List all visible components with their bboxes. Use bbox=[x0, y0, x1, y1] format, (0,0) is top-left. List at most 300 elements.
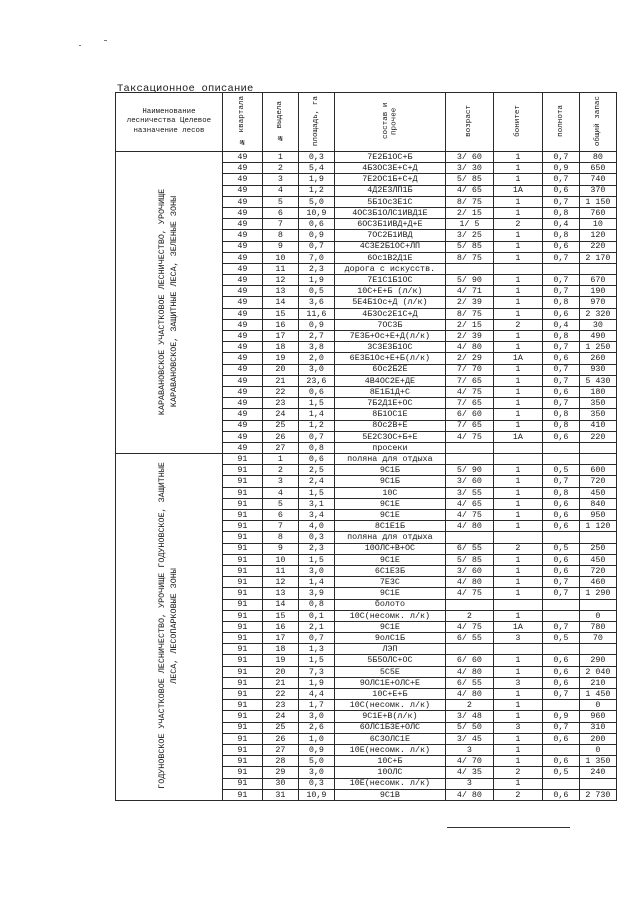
cell-section: 25 bbox=[262, 420, 298, 431]
cell-age: 4/ 75 bbox=[445, 588, 493, 599]
cell-stock: 720 bbox=[579, 476, 616, 487]
cell-bonitet: 1 bbox=[493, 744, 542, 755]
cell-density: 0,6 bbox=[542, 308, 579, 319]
cell-composition: 7ОС2Б1ИВД bbox=[334, 230, 445, 241]
cell-area: 1,0 bbox=[298, 733, 334, 744]
cell-quarter: 49 bbox=[222, 442, 262, 453]
cell-quarter: 91 bbox=[222, 644, 262, 655]
cell-density: 0,5 bbox=[542, 767, 579, 778]
cell-bonitet: 1 bbox=[493, 275, 542, 286]
cell-area: 0,9 bbox=[298, 230, 334, 241]
cell-composition: 6ОС3Б1ИВД+Д+Е bbox=[334, 219, 445, 230]
cell-bonitet: 1А bbox=[493, 431, 542, 442]
cell-composition: болото bbox=[334, 599, 445, 610]
cell-section: 27 bbox=[262, 442, 298, 453]
cell-bonitet: 1 bbox=[493, 521, 542, 532]
cell-area: 4,0 bbox=[298, 521, 334, 532]
cell-density bbox=[542, 454, 579, 465]
cell-stock: 450 bbox=[579, 487, 616, 498]
cell-section: 31 bbox=[262, 789, 298, 800]
cell-bonitet: 1 bbox=[493, 510, 542, 521]
cell-area: 23,6 bbox=[298, 375, 334, 386]
cell-age: 8/ 75 bbox=[445, 252, 493, 263]
cell-section: 24 bbox=[262, 409, 298, 420]
forestry-group-label: ГОДУНОВСКОЕ УЧАСТКОВОЕ ЛЕСНИЧЕСТВО, УРОЧИЩЕ ГОДУНОВСКОЕ, ЗАЩИТНЫЕ ЛЕСА, ЛЕСОПАРКОВЫЕ ЗОНЫ bbox=[116, 454, 223, 801]
header-bonitet: бонитет bbox=[493, 93, 542, 152]
cell-age: 3 bbox=[445, 778, 493, 789]
cell-quarter: 91 bbox=[222, 577, 262, 588]
cell-quarter: 49 bbox=[222, 342, 262, 353]
cell-area: 3,9 bbox=[298, 588, 334, 599]
cell-density: 0,6 bbox=[542, 521, 579, 532]
cell-bonitet: 1 bbox=[493, 689, 542, 700]
cell-bonitet: 1 bbox=[493, 409, 542, 420]
cell-area: 3,0 bbox=[298, 711, 334, 722]
cell-density: 0,8 bbox=[542, 487, 579, 498]
cell-section: 14 bbox=[262, 297, 298, 308]
cell-section: 30 bbox=[262, 778, 298, 789]
cell-section: 2 bbox=[262, 163, 298, 174]
cell-stock: 5 430 bbox=[579, 375, 616, 386]
cell-quarter: 49 bbox=[222, 163, 262, 174]
cell-density: 0,5 bbox=[542, 465, 579, 476]
cell-stock bbox=[579, 644, 616, 655]
cell-section: 9 bbox=[262, 241, 298, 252]
cell-section: 24 bbox=[262, 711, 298, 722]
cell-age: 3/ 60 bbox=[445, 152, 493, 163]
cell-density: 0,7 bbox=[542, 252, 579, 263]
cell-composition: 7Е3С bbox=[334, 577, 445, 588]
cell-stock: 0 bbox=[579, 610, 616, 621]
cell-quarter: 49 bbox=[222, 185, 262, 196]
cell-area: 0,7 bbox=[298, 431, 334, 442]
cell-quarter: 91 bbox=[222, 655, 262, 666]
cell-age: 2/ 15 bbox=[445, 319, 493, 330]
cell-area: 4,4 bbox=[298, 689, 334, 700]
cell-quarter: 91 bbox=[222, 588, 262, 599]
header-age: возраст bbox=[445, 93, 493, 152]
cell-section: 29 bbox=[262, 767, 298, 778]
cell-section: 1 bbox=[262, 454, 298, 465]
cell-area: 1,5 bbox=[298, 398, 334, 409]
cell-age bbox=[445, 263, 493, 274]
cell-bonitet: 1 bbox=[493, 163, 542, 174]
cell-stock: 740 bbox=[579, 174, 616, 185]
cell-area: 0,5 bbox=[298, 286, 334, 297]
cell-quarter: 49 bbox=[222, 420, 262, 431]
cell-stock: 490 bbox=[579, 331, 616, 342]
cell-section: 13 bbox=[262, 286, 298, 297]
cell-section: 6 bbox=[262, 207, 298, 218]
cell-density: 0,7 bbox=[542, 621, 579, 632]
cell-bonitet: 1 bbox=[493, 342, 542, 353]
bottom-rule bbox=[447, 827, 570, 828]
page-title: Таксационное описание bbox=[117, 83, 254, 95]
cell-area: 0,6 bbox=[298, 454, 334, 465]
cell-area: 0,6 bbox=[298, 386, 334, 397]
cell-area: 3,0 bbox=[298, 364, 334, 375]
cell-age: 6/ 55 bbox=[445, 543, 493, 554]
cell-quarter: 91 bbox=[222, 543, 262, 554]
cell-density: 0,7 bbox=[542, 286, 579, 297]
cell-area: 11,6 bbox=[298, 308, 334, 319]
cell-age: 2/ 29 bbox=[445, 353, 493, 364]
cell-stock bbox=[579, 454, 616, 465]
cell-section: 23 bbox=[262, 700, 298, 711]
cell-bonitet: 2 bbox=[493, 543, 542, 554]
cell-area: 2,5 bbox=[298, 465, 334, 476]
cell-density bbox=[542, 644, 579, 655]
cell-quarter: 91 bbox=[222, 756, 262, 767]
cell-density bbox=[542, 744, 579, 755]
cell-stock: 220 bbox=[579, 431, 616, 442]
cell-quarter: 91 bbox=[222, 700, 262, 711]
cell-quarter: 49 bbox=[222, 196, 262, 207]
cell-quarter: 91 bbox=[222, 599, 262, 610]
cell-section: 17 bbox=[262, 331, 298, 342]
cell-area: 7,3 bbox=[298, 666, 334, 677]
cell-area: 3,8 bbox=[298, 342, 334, 353]
cell-bonitet: 1 bbox=[493, 778, 542, 789]
cell-composition: 9олС1Б bbox=[334, 633, 445, 644]
cell-stock: 260 bbox=[579, 353, 616, 364]
cell-stock: 30 bbox=[579, 319, 616, 330]
cell-density bbox=[542, 700, 579, 711]
cell-bonitet: 3 bbox=[493, 677, 542, 688]
table-row bbox=[116, 152, 617, 163]
cell-quarter: 91 bbox=[222, 532, 262, 543]
cell-section: 15 bbox=[262, 308, 298, 319]
cell-bonitet: 1 bbox=[493, 565, 542, 576]
cell-bonitet bbox=[493, 644, 542, 655]
cell-section: 6 bbox=[262, 510, 298, 521]
cell-stock: 450 bbox=[579, 554, 616, 565]
cell-composition: 4В4ОС2Е+ДЕ bbox=[334, 375, 445, 386]
cell-stock: 760 bbox=[579, 207, 616, 218]
cell-area: 0,3 bbox=[298, 152, 334, 163]
cell-composition: 3С3Е3Б1ОС bbox=[334, 342, 445, 353]
cell-age: 3/ 60 bbox=[445, 565, 493, 576]
header-density: полнота bbox=[542, 93, 579, 152]
cell-quarter: 49 bbox=[222, 398, 262, 409]
cell-composition: 6ОЛС1Б3Е+ОЛС bbox=[334, 722, 445, 733]
cell-bonitet: 1 bbox=[493, 554, 542, 565]
cell-age: 4/ 80 bbox=[445, 521, 493, 532]
cell-bonitet bbox=[493, 442, 542, 453]
cell-age: 3/ 45 bbox=[445, 733, 493, 744]
cell-age: 8/ 75 bbox=[445, 196, 493, 207]
cell-section: 15 bbox=[262, 610, 298, 621]
cell-section: 28 bbox=[262, 756, 298, 767]
cell-area: 1,4 bbox=[298, 577, 334, 588]
cell-quarter: 91 bbox=[222, 621, 262, 632]
cell-area: 1,4 bbox=[298, 409, 334, 420]
cell-quarter: 49 bbox=[222, 241, 262, 252]
cell-density: 0,8 bbox=[542, 420, 579, 431]
cell-density: 0,8 bbox=[542, 331, 579, 342]
scan-speck bbox=[104, 40, 107, 41]
cell-density: 0,7 bbox=[542, 722, 579, 733]
cell-age: 4/ 71 bbox=[445, 286, 493, 297]
cell-bonitet: 3 bbox=[493, 722, 542, 733]
cell-bonitet bbox=[493, 454, 542, 465]
cell-density: 0,6 bbox=[542, 666, 579, 677]
cell-composition: 8С1Е1Б bbox=[334, 521, 445, 532]
cell-stock: 960 bbox=[579, 711, 616, 722]
cell-quarter: 49 bbox=[222, 431, 262, 442]
cell-stock: 650 bbox=[579, 163, 616, 174]
cell-area: 0,9 bbox=[298, 319, 334, 330]
cell-density bbox=[542, 263, 579, 274]
cell-quarter: 49 bbox=[222, 230, 262, 241]
cell-quarter: 49 bbox=[222, 297, 262, 308]
cell-composition: 8Б1ОС1Е bbox=[334, 409, 445, 420]
cell-composition: 9С1Е bbox=[334, 588, 445, 599]
cell-area: 1,5 bbox=[298, 487, 334, 498]
cell-section: 2 bbox=[262, 465, 298, 476]
cell-stock: 200 bbox=[579, 733, 616, 744]
cell-section: 16 bbox=[262, 319, 298, 330]
cell-section: 3 bbox=[262, 476, 298, 487]
cell-section: 1 bbox=[262, 152, 298, 163]
cell-age: 3/ 25 bbox=[445, 230, 493, 241]
cell-age: 4/ 75 bbox=[445, 386, 493, 397]
cell-composition: 5Е4Б1Ос+Д (л/к) bbox=[334, 297, 445, 308]
cell-bonitet: 2 bbox=[493, 319, 542, 330]
cell-bonitet: 1 bbox=[493, 655, 542, 666]
cell-bonitet: 1 bbox=[493, 666, 542, 677]
cell-age: 5/ 85 bbox=[445, 174, 493, 185]
cell-bonitet: 1 bbox=[493, 241, 542, 252]
cell-age: 3/ 30 bbox=[445, 163, 493, 174]
cell-quarter: 49 bbox=[222, 364, 262, 375]
cell-area: 1,9 bbox=[298, 174, 334, 185]
cell-quarter: 49 bbox=[222, 308, 262, 319]
cell-age: 5/ 90 bbox=[445, 275, 493, 286]
cell-composition: 6Е3Б1Ос+Е+Б(л/к) bbox=[334, 353, 445, 364]
cell-bonitet: 1 bbox=[493, 286, 542, 297]
header-quarter: № квартала bbox=[222, 93, 262, 152]
cell-stock: 2 170 bbox=[579, 252, 616, 263]
cell-composition: 6С1Е3Б bbox=[334, 565, 445, 576]
cell-stock: 600 bbox=[579, 465, 616, 476]
cell-stock bbox=[579, 599, 616, 610]
cell-density: 0,9 bbox=[542, 711, 579, 722]
cell-section: 12 bbox=[262, 577, 298, 588]
cell-quarter: 49 bbox=[222, 275, 262, 286]
cell-area: 0,7 bbox=[298, 633, 334, 644]
cell-stock: 670 bbox=[579, 275, 616, 286]
cell-composition: ЛЭП bbox=[334, 644, 445, 655]
cell-density: 0,8 bbox=[542, 409, 579, 420]
cell-composition: 5Е2С3ОС+Б+Е bbox=[334, 431, 445, 442]
cell-density: 0,6 bbox=[542, 241, 579, 252]
header-stock: общий запас bbox=[579, 93, 616, 152]
cell-quarter: 49 bbox=[222, 331, 262, 342]
cell-bonitet bbox=[493, 532, 542, 543]
cell-age: 2 bbox=[445, 700, 493, 711]
cell-bonitet: 1 bbox=[493, 375, 542, 386]
cell-composition: 4Д2Е3ЛП1Б bbox=[334, 185, 445, 196]
cell-age: 4/ 80 bbox=[445, 666, 493, 677]
cell-stock bbox=[579, 778, 616, 789]
cell-stock: 0 bbox=[579, 744, 616, 755]
cell-section: 14 bbox=[262, 599, 298, 610]
cell-bonitet: 1 bbox=[493, 487, 542, 498]
cell-quarter: 49 bbox=[222, 219, 262, 230]
cell-quarter: 49 bbox=[222, 386, 262, 397]
cell-quarter: 91 bbox=[222, 554, 262, 565]
cell-quarter: 91 bbox=[222, 778, 262, 789]
header-area: площадь, га bbox=[298, 93, 334, 152]
cell-density: 0,7 bbox=[542, 196, 579, 207]
cell-stock bbox=[579, 442, 616, 453]
cell-area: 1,9 bbox=[298, 275, 334, 286]
taxation-table bbox=[115, 92, 617, 801]
cell-area: 2,7 bbox=[298, 331, 334, 342]
cell-stock: 720 bbox=[579, 565, 616, 576]
cell-quarter: 49 bbox=[222, 174, 262, 185]
cell-stock: 410 bbox=[579, 420, 616, 431]
cell-stock: 930 bbox=[579, 364, 616, 375]
cell-stock: 120 bbox=[579, 230, 616, 241]
cell-quarter: 91 bbox=[222, 677, 262, 688]
cell-age: 3/ 48 bbox=[445, 711, 493, 722]
cell-density: 0,7 bbox=[542, 375, 579, 386]
cell-quarter: 91 bbox=[222, 733, 262, 744]
cell-stock bbox=[579, 532, 616, 543]
cell-age: 6/ 60 bbox=[445, 409, 493, 420]
cell-composition: 6С3ОЛС1Е bbox=[334, 733, 445, 744]
cell-composition: 9С1Е+В(л/к) bbox=[334, 711, 445, 722]
cell-composition: 10С(несомк. л/к) bbox=[334, 610, 445, 621]
cell-quarter: 91 bbox=[222, 711, 262, 722]
cell-age bbox=[445, 454, 493, 465]
cell-section: 8 bbox=[262, 532, 298, 543]
cell-composition: 5Б5ОЛС+ОС bbox=[334, 655, 445, 666]
cell-section: 27 bbox=[262, 744, 298, 755]
cell-section: 13 bbox=[262, 588, 298, 599]
cell-bonitet: 1 bbox=[493, 588, 542, 599]
cell-density: 0,8 bbox=[542, 207, 579, 218]
cell-section: 26 bbox=[262, 431, 298, 442]
cell-composition: 5Б1Ос3Е1С bbox=[334, 196, 445, 207]
cell-area: 5,0 bbox=[298, 756, 334, 767]
cell-age: 4/ 80 bbox=[445, 342, 493, 353]
cell-area: 2,4 bbox=[298, 476, 334, 487]
cell-composition: 10С+Е+Б (л/к) bbox=[334, 286, 445, 297]
cell-bonitet: 1 bbox=[493, 420, 542, 431]
cell-bonitet: 1 bbox=[493, 498, 542, 509]
cell-density: 0,7 bbox=[542, 152, 579, 163]
cell-density: 0,7 bbox=[542, 689, 579, 700]
cell-section: 23 bbox=[262, 398, 298, 409]
header-forestry: Наименование лесничества Целевое назначение лесов bbox=[116, 93, 223, 152]
cell-section: 12 bbox=[262, 275, 298, 286]
cell-area: 2,6 bbox=[298, 722, 334, 733]
cell-density: 0,7 bbox=[542, 398, 579, 409]
cell-bonitet: 1А bbox=[493, 621, 542, 632]
cell-stock: 290 bbox=[579, 655, 616, 666]
cell-quarter: 49 bbox=[222, 263, 262, 274]
cell-density: 0,9 bbox=[542, 163, 579, 174]
cell-section: 5 bbox=[262, 196, 298, 207]
cell-section: 10 bbox=[262, 252, 298, 263]
cell-section: 25 bbox=[262, 722, 298, 733]
cell-density: 0,7 bbox=[542, 364, 579, 375]
cell-quarter: 91 bbox=[222, 789, 262, 800]
cell-bonitet: 1 bbox=[493, 252, 542, 263]
cell-age: 3 bbox=[445, 744, 493, 755]
cell-density: 0,6 bbox=[542, 565, 579, 576]
cell-quarter: 49 bbox=[222, 409, 262, 420]
cell-quarter: 91 bbox=[222, 633, 262, 644]
cell-composition: 10ОЛС bbox=[334, 767, 445, 778]
cell-quarter: 91 bbox=[222, 722, 262, 733]
table-body bbox=[116, 152, 617, 801]
cell-composition: 10Е(несомк. л/к) bbox=[334, 778, 445, 789]
cell-bonitet: 1 bbox=[493, 364, 542, 375]
cell-area: 1,5 bbox=[298, 554, 334, 565]
cell-area: 3,0 bbox=[298, 565, 334, 576]
cell-density: 0,6 bbox=[542, 677, 579, 688]
scan-speck bbox=[79, 45, 81, 46]
cell-composition: 10ОЛС+В+ОС bbox=[334, 543, 445, 554]
cell-area: 10,9 bbox=[298, 789, 334, 800]
cell-area: 0,3 bbox=[298, 532, 334, 543]
cell-composition: 7Е2Б1ОС+Б bbox=[334, 152, 445, 163]
cell-bonitet: 1 bbox=[493, 577, 542, 588]
cell-section: 10 bbox=[262, 554, 298, 565]
cell-age: 4/ 75 bbox=[445, 431, 493, 442]
cell-section: 7 bbox=[262, 219, 298, 230]
cell-quarter: 49 bbox=[222, 152, 262, 163]
cell-stock: 210 bbox=[579, 677, 616, 688]
cell-composition: дорога с искусств. bbox=[334, 263, 445, 274]
cell-density: 0,6 bbox=[542, 655, 579, 666]
cell-age: 3/ 55 bbox=[445, 487, 493, 498]
cell-stock bbox=[579, 263, 616, 274]
cell-area: 0,1 bbox=[298, 610, 334, 621]
cell-composition: 4Б3ОС3Е+С+Д bbox=[334, 163, 445, 174]
cell-bonitet: 2 bbox=[493, 219, 542, 230]
cell-quarter: 91 bbox=[222, 521, 262, 532]
cell-stock: 1 290 bbox=[579, 588, 616, 599]
cell-section: 4 bbox=[262, 185, 298, 196]
cell-section: 26 bbox=[262, 733, 298, 744]
cell-area: 1,2 bbox=[298, 185, 334, 196]
cell-age: 7/ 65 bbox=[445, 375, 493, 386]
cell-stock: 970 bbox=[579, 297, 616, 308]
cell-stock: 950 bbox=[579, 510, 616, 521]
cell-density: 0,6 bbox=[542, 789, 579, 800]
cell-composition: 7Б2Д1Е+ОС bbox=[334, 398, 445, 409]
cell-section: 21 bbox=[262, 375, 298, 386]
cell-age: 8/ 75 bbox=[445, 308, 493, 319]
cell-area: 2,3 bbox=[298, 263, 334, 274]
cell-area: 1,5 bbox=[298, 655, 334, 666]
cell-stock: 1 150 bbox=[579, 196, 616, 207]
header-section: № выдела bbox=[262, 93, 298, 152]
cell-area: 0,9 bbox=[298, 744, 334, 755]
cell-area: 2,0 bbox=[298, 353, 334, 364]
cell-area: 5,0 bbox=[298, 196, 334, 207]
cell-quarter: 91 bbox=[222, 744, 262, 755]
cell-section: 17 bbox=[262, 633, 298, 644]
cell-density: 0,6 bbox=[542, 353, 579, 364]
cell-quarter: 91 bbox=[222, 476, 262, 487]
cell-density bbox=[542, 610, 579, 621]
